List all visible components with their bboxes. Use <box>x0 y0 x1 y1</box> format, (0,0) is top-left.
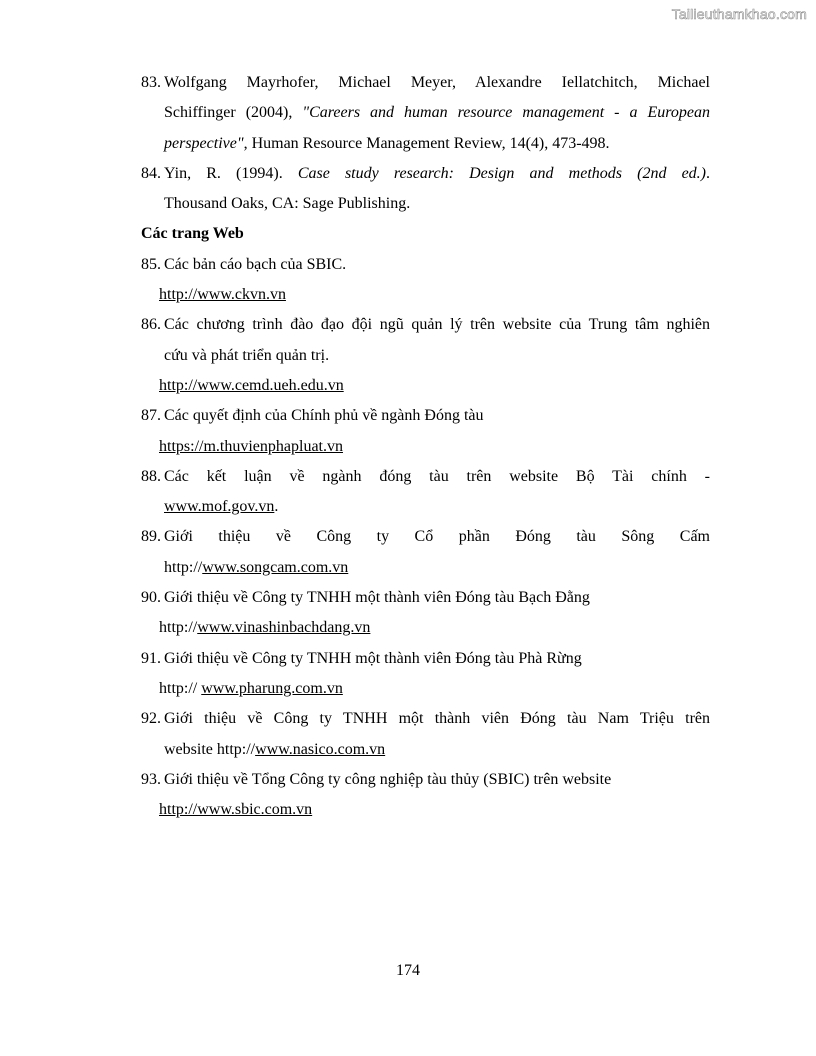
reference-link[interactable]: http://www.ckvn.vn <box>159 286 286 304</box>
reference-84 <box>141 159 710 220</box>
reference-number: 93. <box>141 770 161 788</box>
reference-86 <box>141 310 710 401</box>
reference-link[interactable]: http://www.cemd.ueh.edu.vn <box>159 376 344 394</box>
reference-text-cont: Thousand Oaks, CA: Sage Publishing. <box>164 195 411 213</box>
reference-92 <box>141 704 710 765</box>
reference-text: Các bản cáo bạch của SBIC. <box>164 255 347 273</box>
reference-text: Giới thiệu về Tổng Công ty công nghiệp tàu thủy (SBIC) trên website <box>164 770 612 788</box>
reference-text: Giới thiệu về Công ty TNHH một thành viên Đóng tàu Phà Rừng <box>164 649 582 667</box>
reference-text: Các chương trình đào đạo đội ngũ quản lý trên website của Trung tâm nghiên <box>164 316 710 334</box>
reference-number: 91. <box>141 649 161 667</box>
reference-url-line: website http://www.nasico.com.vn <box>164 740 386 758</box>
reference-text-cont: Schiffinger (2004), "Careers and human resource management - a European <box>164 104 711 122</box>
reference-link[interactable]: www.mof.gov.vn <box>164 498 275 516</box>
reference-url-line <box>141 795 710 825</box>
reference-url-line: www.mof.gov.vn. <box>164 498 279 516</box>
reference-link[interactable]: www.vinashinbachdang.vn <box>197 619 371 637</box>
reference-number: 85. <box>141 255 161 273</box>
reference-text: Yin, R. (1994). Case study research: Design and methods (2nd ed.). <box>164 164 711 182</box>
reference-number: 83. <box>141 74 161 91</box>
reference-url-line: http:// www.pharung.com.vn <box>159 679 343 697</box>
reference-87 <box>141 401 710 462</box>
reference-88 <box>141 462 710 523</box>
reference-url-line <box>141 432 710 462</box>
reference-link[interactable]: www.nasico.com.vn <box>255 740 386 758</box>
reference-text: Giới thiệu về Công ty TNHH một thành viên Đóng tàu Nam Triệu trên <box>164 710 710 728</box>
reference-text: Các quyết định của Chính phủ về ngành Đóng tàu <box>164 407 484 425</box>
reference-85 <box>141 250 710 311</box>
reference-91 <box>141 644 710 705</box>
reference-text-cont: perspective", Human Resource Management Review, 14(4), 473-498. <box>164 134 610 152</box>
reference-list <box>141 68 710 825</box>
reference-text: Giới thiệu về Công ty TNHH một thành viên Đóng tàu Bạch Đằng <box>164 589 590 607</box>
reference-link[interactable]: https://m.thuvienphapluat.vn <box>159 437 343 455</box>
reference-number: 90. <box>141 589 161 607</box>
watermark: Tailieuthamkhao.com <box>671 6 807 22</box>
page-number: 174 <box>396 962 420 979</box>
reference-number: 87. <box>141 407 161 425</box>
reference-link[interactable]: www.songcam.com.vn <box>202 558 349 576</box>
reference-93 <box>141 765 710 826</box>
reference-number: 88. <box>141 467 161 485</box>
reference-url-line: http://www.vinashinbachdang.vn <box>159 619 371 637</box>
reference-link[interactable]: www.pharung.com.vn <box>201 679 343 697</box>
reference-url-line <box>141 280 710 310</box>
reference-url-line: http://www.songcam.com.vn <box>164 558 349 576</box>
reference-83 <box>141 68 710 159</box>
section-heading: Các trang Web <box>141 225 244 243</box>
reference-89 <box>141 522 710 583</box>
reference-number: 92. <box>141 710 161 728</box>
reference-number: 84. <box>141 164 161 182</box>
reference-number: 86. <box>141 316 161 334</box>
reference-90 <box>141 583 710 644</box>
reference-text: Các kết luận về ngành đóng tàu trên website Bộ Tài chính - <box>164 467 710 485</box>
reference-url-line <box>141 371 710 401</box>
reference-text: Giới thiệu về Công ty Cổ phần Đóng tàu Sông Cấm <box>164 528 710 546</box>
reference-text-cont: cứu và phát triển quản trị. <box>164 346 330 364</box>
reference-text: Wolfgang Mayrhofer, Michael Meyer, Alexandre Iellatchitch, Michael <box>164 74 710 91</box>
reference-link[interactable]: http://www.sbic.com.vn <box>159 801 313 819</box>
reference-number: 89. <box>141 528 161 546</box>
